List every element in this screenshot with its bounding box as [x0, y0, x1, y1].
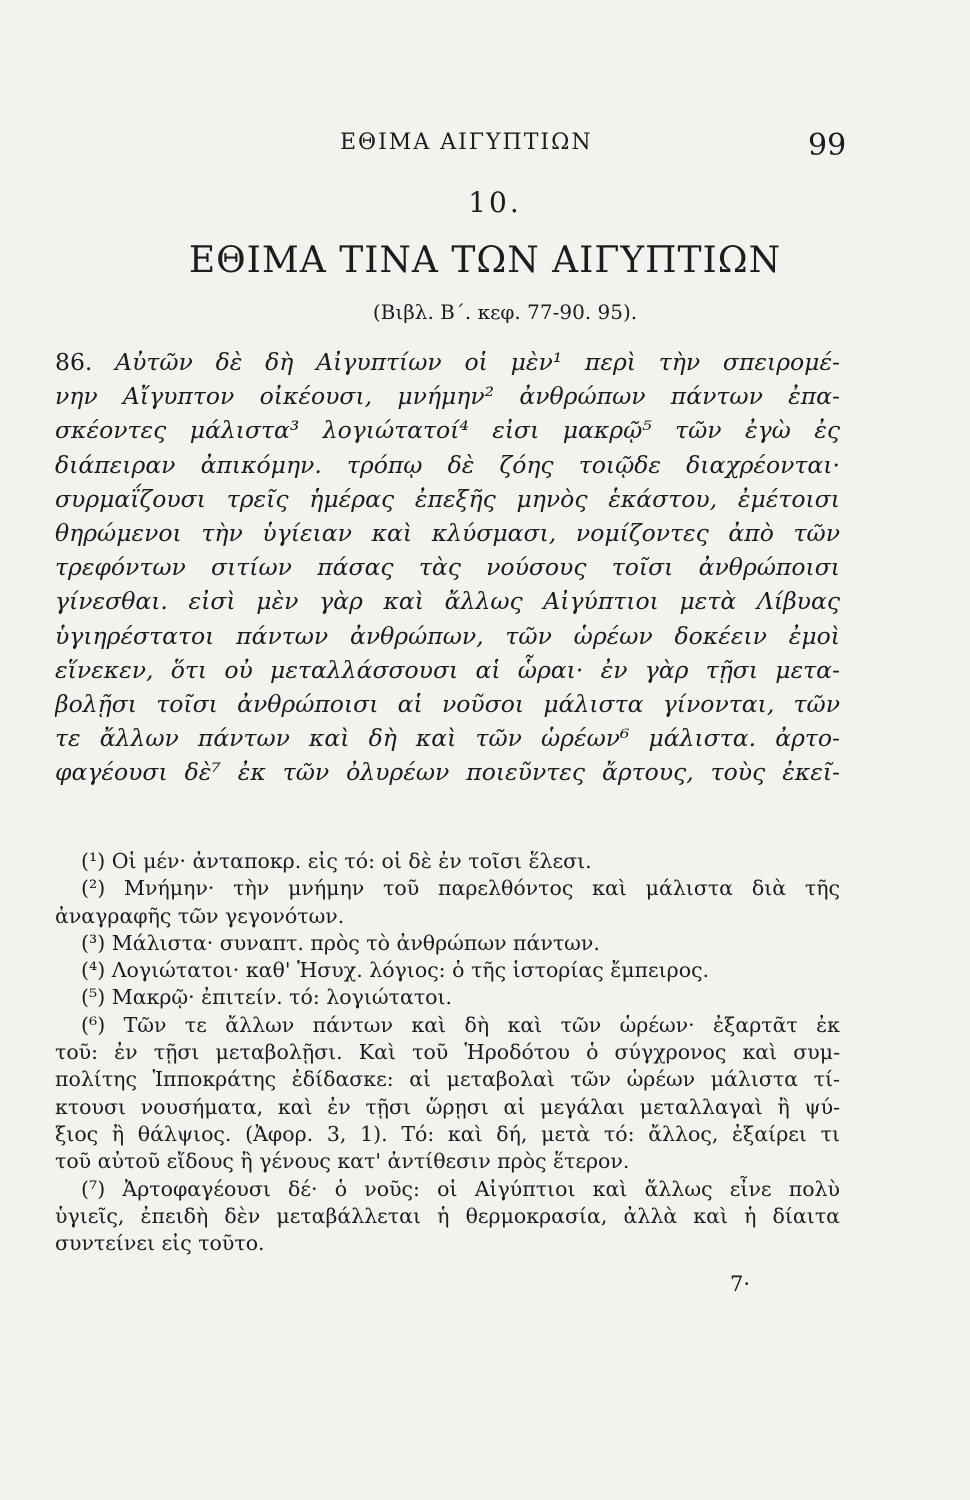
main-text-line: τε ἄλλων πάντων καὶ δὴ καὶ τῶν ὡρέων⁶ μάλιστα. ἀρτο-	[55, 724, 840, 753]
main-text-line: νην Αἴγυπτον οἰκέουσι, μνήμην² ἀνθρώπων πάντων ἐπα-	[55, 382, 840, 411]
footnote-line: ἀναγραφῆς τῶν γεγονότων.	[55, 903, 345, 928]
main-text	[55, 345, 840, 789]
footnote-line: τοῦ αὐτοῦ εἴδους ἢ γένους κατ' ἀντίθεσιν πρὸς ἕτερον.	[55, 1149, 630, 1174]
footnote-line: (⁷) Ἀρτοφαγέουσι δέ· ὁ νοῦς: οἱ Αἰγύπτιοι καὶ ἄλλως εἶνε πολὺ	[81, 1176, 840, 1201]
main-text-line: φαγέουσι δὲ⁷ ἐκ τῶν ὀλυρέων ποιεῦντες ἄρτους, τοὺς ἐκεῖ-	[55, 758, 840, 787]
main-text-line	[55, 345, 840, 379]
footnote-line: ὑγιεῖς, ἐπειδὴ δὲν μεταβάλλεται ἡ θερμοκρασία, ἀλλὰ καὶ ἡ δίαιτα	[55, 1203, 840, 1228]
footnote-line: (¹) Οἱ μέν· ἀνταποκρ. εἰς τό: οἱ δὲ ἐν τοῖσι ἕλεσι.	[81, 849, 592, 873]
footnote-line: συντείνει εἰς τοῦτο.	[55, 1231, 265, 1256]
chapter-number: 10.	[468, 186, 522, 219]
footnote-line: πολίτης Ἱπποκράτης ἐδίδασκε: αἱ μεταβολαὶ τῶν ὡρέων μάλιστα τί-	[55, 1067, 840, 1092]
page-number: 99	[808, 128, 847, 163]
main-text-line: βολῇσι τοῖσι ἀνθρώποισι αἱ νοῦσοι μάλιστα γίνονται, τῶν	[55, 689, 840, 718]
main-text-line: γίνεσθαι. εἰσὶ μὲν γὰρ καὶ ἄλλως Αἰγύπτιοι μετὰ Λίβυας	[55, 587, 840, 616]
chapter-title: ΕΘΙΜΑ ΤΙΝΑ ΤΩΝ ΑΙΓΥΠΤΙΩΝ	[188, 240, 782, 281]
footnotes	[55, 848, 840, 1299]
printer-signature-line	[55, 1271, 840, 1298]
footnote-line: (³) Μάλιστα· συναπτ. πρὸς τὸ ἀνθρώπων πάντων.	[81, 930, 600, 955]
source-reference: (Βιβλ. Β΄. κεφ. 77-90. 95).	[372, 300, 638, 324]
footnote-line: τοῦ: ἐν τῇσι μεταβολῇσι. Καὶ τοῦ Ἡροδότου ὁ σύγχρονος καὶ συμ-	[55, 1040, 840, 1065]
main-text-line: θηρώμενοι τὴν ὑγίειαν καὶ κλύσμασι, νομίζοντες ἀπὸ τῶν	[55, 518, 840, 547]
main-text-line-content: Αὐτῶν δὲ δὴ Αἰγυπτίων οἱ μὲν¹ περὶ τὴν σπειρομέ-	[115, 348, 840, 376]
printer-signature-mark: 7·	[729, 1272, 750, 1297]
footnote-line: (²) Μνήμην· τὴν μνήμην τοῦ παρελθόντος καὶ μάλιστα διὰ τῆς	[81, 876, 840, 901]
main-text-line: διάπειραν ἀπικόμην. τρόπῳ δὲ ζόης τοιῷδε διαχρέονται·	[55, 450, 840, 479]
footnote-line: (⁶) Τῶν τε ἄλλων πάντων καὶ δὴ καὶ τῶν ὡρέων· ἐξαρτᾶτ ἐκ	[81, 1012, 840, 1037]
main-text-line: τρεφόντων σιτίων πάσας τὰς νούσους τοῖσι ἀνθρώποισι	[55, 553, 840, 582]
main-text-line: συρμαΐζουσι τρεῖς ἡμέρας ἐπεξῆς μηνὸς ἑκάστου, ἐμέτοισι	[55, 484, 840, 513]
running-head: ΕΘΙΜΑ ΑΙΓΥΠΤΙΩΝ	[340, 130, 593, 155]
footnote-line: κτουσι νουσήματα, καὶ ἐν τῇσι ὥρῃσι αἱ μεγάλαι μεταλλαγαὶ ἢ ψύ-	[55, 1094, 840, 1119]
footnote-line: (⁵) Μακρῷ· ἐπιτείν. τό: λογιώτατοι.	[81, 985, 453, 1010]
footnote-line: ξιος ἢ θάλψιος. (Ἀφορ. 3, 1). Τό: καὶ δή, μετὰ τό: ἄλλος, ἐξαίρει τι	[55, 1121, 840, 1146]
main-text-line: σκέοντες μάλιστα³ λογιώτατοί⁴ εἰσι μακρῷ⁵ τῶν ἐγὼ ἐς	[55, 416, 840, 445]
footnote-line: (⁴) Λογιώτατοι· καθ' Ἡσυχ. λόγιος: ὁ τῆς ἱστορίας ἔμπειρος.	[81, 958, 710, 983]
main-text-line: ὑγιηρέστατοι πάντων ἀνθρώπων, τῶν ὡρέων δοκέειν ἐμοὶ	[55, 621, 840, 650]
main-text-line: εἵνεκεν, ὅτι οὐ μεταλλάσσουσι αἱ ὧραι· ἐν γὰρ τῇσι μετα-	[55, 655, 840, 684]
section-number: 86.	[55, 348, 93, 376]
